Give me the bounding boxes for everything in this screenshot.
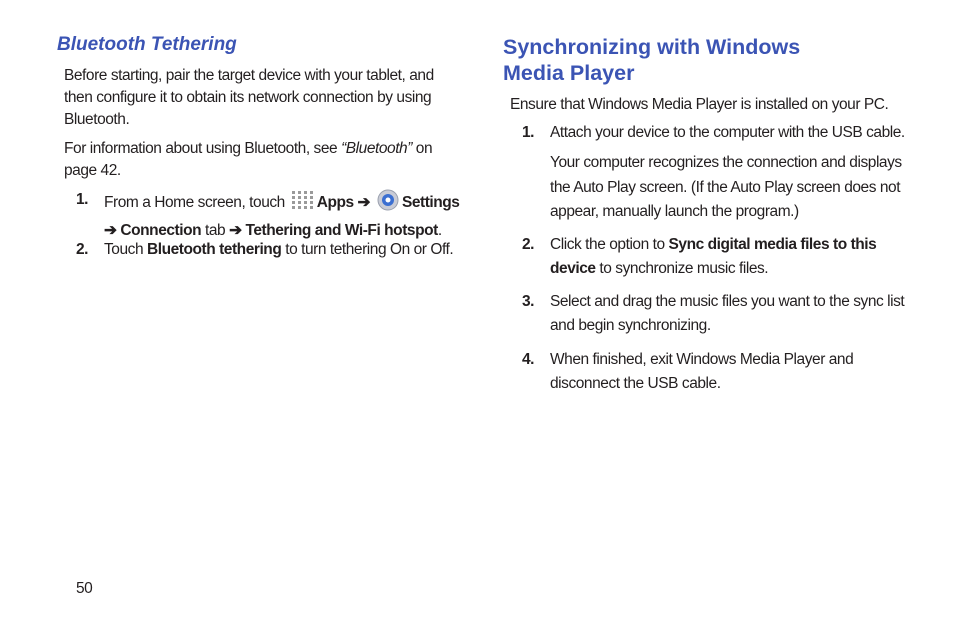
step-text: From a Home screen, touch — [104, 194, 285, 211]
step-number: 1. — [76, 191, 89, 208]
step-1-note: Your computer recognizes the connection and displays the Auto Play screen. (If the Auto Play screen does not appear, manually launch the program.) — [550, 154, 902, 220]
step-number: 1. — [522, 124, 535, 141]
bluetooth-tethering-label: Bluetooth tethering — [146, 241, 282, 258]
step-text-end: to turn tethering On or Off. — [281, 241, 454, 258]
sync-option-label: Sync digital media files to this device — [550, 236, 877, 277]
step-3: Select and drag the music files you want to the sync list and begin synchronizing. — [550, 293, 905, 334]
arrow-icon: ➔ — [357, 194, 371, 211]
step-1 — [104, 189, 474, 243]
step-text-end: to synchronize music files. — [595, 260, 769, 277]
info-paragraph — [64, 138, 464, 182]
apps-label: Apps — [316, 194, 354, 211]
step-text: Click the option to — [550, 236, 669, 253]
section-heading-windows-media-player: Synchronizing with Windows Media Player — [503, 35, 801, 85]
step-2 — [104, 239, 474, 261]
step-number: 4. — [522, 351, 535, 368]
settings-gear-icon — [377, 189, 399, 219]
step-1-text: Attach your device to the computer with the USB cable. — [550, 124, 905, 141]
step-4: When finished, exit Windows Media Player and disconnect the USB cable. — [550, 351, 854, 392]
arrow-icon: ➔ — [229, 222, 242, 239]
step-number: 2. — [76, 241, 89, 258]
step-number: 3. — [522, 293, 535, 310]
step-number: 2. — [522, 236, 535, 253]
cross-reference-link[interactable]: “Bluetooth” — [341, 140, 412, 157]
step-2 — [550, 233, 905, 281]
page-number: 50 — [76, 580, 93, 597]
apps-grid-icon — [292, 191, 314, 219]
info-text-end: on page 42. — [64, 140, 433, 179]
tethering-label: Tethering and Wi-Fi hotspot — [245, 222, 438, 239]
step-text: Touch — [104, 241, 147, 258]
connection-label: Connection — [120, 222, 202, 239]
intro-paragraph: Ensure that Windows Media Player is installed on your PC. — [510, 96, 889, 113]
arrow-icon: ➔ — [104, 222, 117, 239]
info-text: For information about using Bluetooth, see — [64, 140, 342, 157]
step-text: tab — [201, 222, 230, 239]
step-text-end: . — [437, 222, 442, 239]
settings-label: Settings — [401, 194, 460, 211]
intro-paragraph: Before starting, pair the target device with your tablet, and then configure it to obtain its network connection by using Bluetooth. — [64, 67, 434, 128]
section-heading-bluetooth-tethering: Bluetooth Tethering — [57, 34, 237, 55]
